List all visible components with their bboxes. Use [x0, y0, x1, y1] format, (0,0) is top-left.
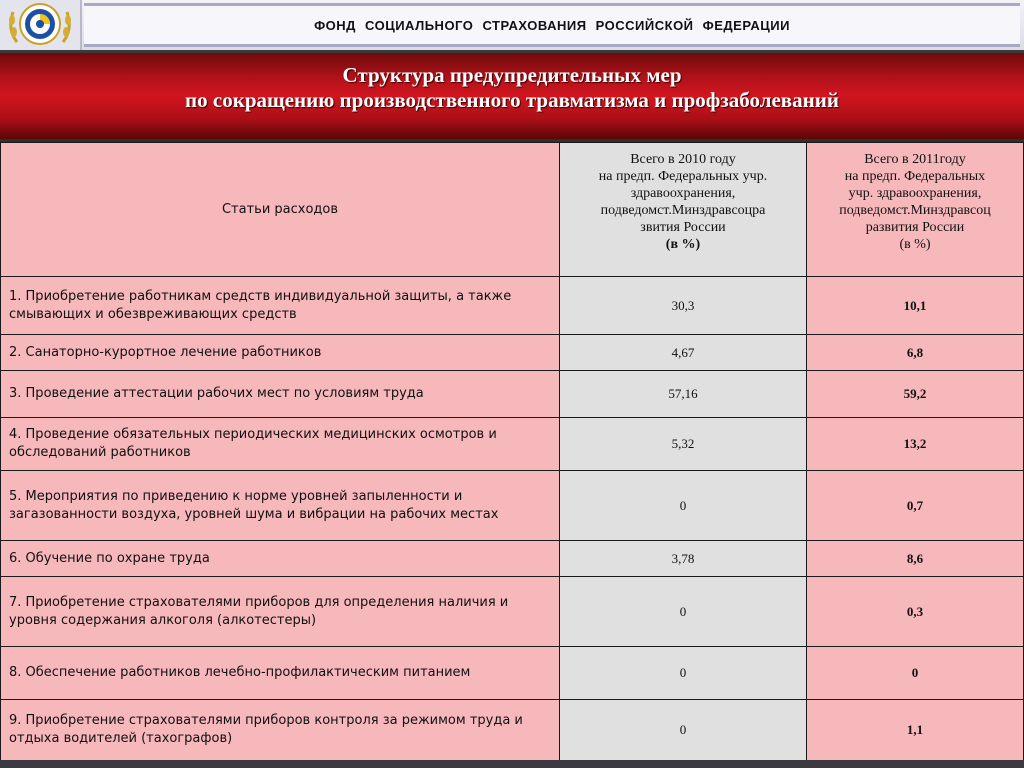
col-header-2011-line: учр. здравоохранения, — [848, 186, 982, 201]
header-band — [84, 3, 1020, 47]
row-value-2011: 1,1 — [807, 700, 1024, 761]
row-label: 1. Приобретение работникам средств индивидуальной защиты, а также смывающих и обезвреживающих средств — [1, 277, 560, 335]
col-header-2010-unit: (в %) — [665, 237, 701, 252]
row-value-2010: 30,3 — [560, 277, 807, 335]
table-row — [1, 277, 1024, 335]
col-header-2010-line: звития России — [640, 220, 726, 235]
fss-emblem-icon — [3, 0, 77, 48]
col-header-2011 — [807, 143, 1024, 277]
col-header-2010-line: подведомст.Минздравсоцра — [600, 203, 766, 218]
row-value-2010: 4,67 — [560, 335, 807, 371]
row-label: 4. Проведение обязательных периодических медицинских осмотров и обследований работников — [1, 418, 560, 471]
row-label: 2. Санаторно-курортное лечение работников — [1, 335, 560, 371]
org-name: ФОНД СОЦИАЛЬНОГО СТРАХОВАНИЯ РОССИЙСКОЙ ФЕДЕРАЦИИ — [314, 17, 790, 33]
col-header-2011-line: Всего в 2011году — [864, 152, 966, 167]
row-label: 8. Обеспечение работников лечебно-профилактическим питанием — [1, 647, 560, 700]
row-value-2010: 0 — [560, 577, 807, 647]
row-value-2010: 0 — [560, 471, 807, 541]
row-value-2010: 57,16 — [560, 371, 807, 418]
row-value-2011: 0,3 — [807, 577, 1024, 647]
row-label: 5. Мероприятия по приведению к норме уровней запыленности и загазованности воздуха, уровней шума и вибрации на рабочих местах — [1, 471, 560, 541]
top-bar — [0, 0, 1024, 50]
row-value-2010: 3,78 — [560, 541, 807, 577]
table-header-row — [1, 143, 1024, 277]
row-value-2011: 8,6 — [807, 541, 1024, 577]
col-header-2011-line: на предп. Федеральных — [844, 169, 986, 184]
table-row — [1, 418, 1024, 471]
table-row — [1, 471, 1024, 541]
row-value-2011: 10,1 — [807, 277, 1024, 335]
bottom-strip — [0, 760, 1024, 768]
expenditure-table-container — [0, 142, 1024, 760]
row-label: 9. Приобретение страхователями приборов контроля за режимом труда и отдыха водителей (тахографов) — [1, 700, 560, 761]
col-header-2010-line: на предп. Федеральных учр. — [598, 169, 768, 184]
row-value-2011: 0 — [807, 647, 1024, 700]
col-header-2010-line: Всего в 2010 году — [630, 152, 736, 167]
row-label: 3. Проведение аттестации рабочих мест по условиям труда — [1, 371, 560, 418]
title-band — [0, 50, 1024, 139]
row-label: 6. Обучение по охране труда — [1, 541, 560, 577]
logo-container — [0, 0, 82, 50]
table-row — [1, 700, 1024, 761]
col-header-2010 — [560, 143, 807, 277]
col-header-2010-line: здравоохранения, — [630, 186, 736, 201]
slide-title-line-2: по сокращению производственного травматизма и профзаболеваний — [185, 88, 839, 112]
table-row — [1, 577, 1024, 647]
row-value-2010: 5,32 — [560, 418, 807, 471]
table-row — [1, 541, 1024, 577]
row-value-2011: 13,2 — [807, 418, 1024, 471]
table-row — [1, 647, 1024, 700]
row-value-2011: 6,8 — [807, 335, 1024, 371]
col-header-2011-unit: (в %) — [899, 237, 931, 252]
col-header-2011-line: развития России — [865, 220, 965, 235]
row-value-2010: 0 — [560, 647, 807, 700]
table-row — [1, 371, 1024, 418]
row-value-2011: 59,2 — [807, 371, 1024, 418]
slide-title-line-1: Структура предупредительных мер — [342, 63, 682, 87]
row-value-2011: 0,7 — [807, 471, 1024, 541]
col-header-2011-line: подведомст.Минздравсоц — [839, 203, 991, 218]
row-value-2010: 0 — [560, 700, 807, 761]
expenditure-table — [0, 142, 1024, 761]
table-row — [1, 335, 1024, 371]
row-label: 7. Приобретение страхователями приборов для определения наличия и уровня содержания алкоголя (алкотестеры) — [1, 577, 560, 647]
col-header-expense-items: Статьи расходов — [1, 143, 560, 277]
